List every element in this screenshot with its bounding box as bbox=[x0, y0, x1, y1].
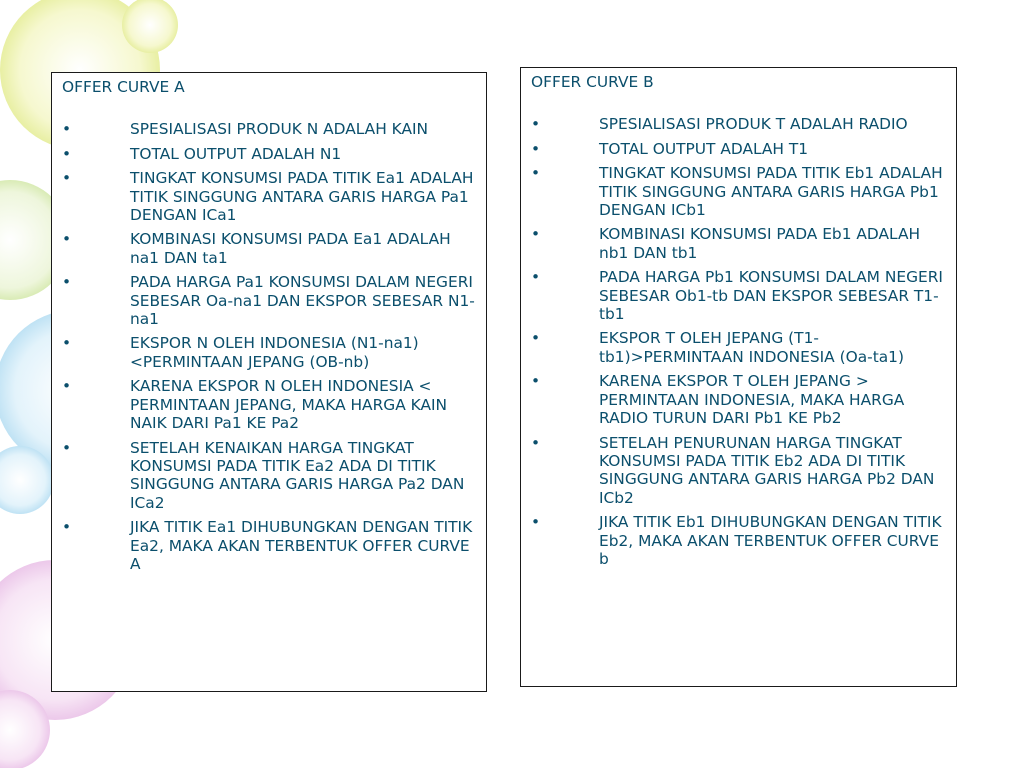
bullet-marker: • bbox=[531, 115, 541, 134]
list-item-text: SETELAH PENURUNAN HARGA TINGKAT KONSUMSI PADA TITIK Eb2 ADA DI TITIK SINGGUNG ANTARA GARIS HARGA Pb2 DAN ICb2 bbox=[599, 433, 935, 507]
bullet-marker: • bbox=[62, 144, 72, 163]
list-item bbox=[531, 225, 956, 262]
list-item bbox=[62, 273, 486, 328]
list-item bbox=[62, 334, 486, 371]
offer-curve-b-panel bbox=[520, 67, 957, 687]
list-item bbox=[531, 115, 956, 133]
list-item-text: TOTAL OUTPUT ADALAH N1 bbox=[130, 144, 342, 163]
list-item bbox=[531, 164, 956, 219]
bullet-marker: • bbox=[531, 433, 541, 452]
list-item bbox=[62, 230, 486, 267]
bullet-marker: • bbox=[531, 329, 541, 348]
list-item bbox=[62, 377, 486, 432]
list-item-text: PADA HARGA Pa1 KONSUMSI DALAM NEGERI SEBESAR Oa-na1 DAN EKSPOR SEBESAR N1-na1 bbox=[130, 273, 475, 329]
list-item-text: EKSPOR T OLEH JEPANG (T1-tb1)>PERMINTAAN INDONESIA (Oa-ta1) bbox=[599, 329, 904, 366]
bullet-marker: • bbox=[62, 273, 72, 292]
list-item bbox=[62, 439, 486, 513]
list-item bbox=[62, 518, 486, 573]
panel-a-bullet-list bbox=[62, 120, 486, 573]
list-item bbox=[62, 120, 486, 138]
list-item-text: SETELAH KENAIKAN HARGA TINGKAT KONSUMSI PADA TITIK Ea2 ADA DI TITIK SINGGUNG ANTARA GARIS HARGA Pa2 DAN ICa2 bbox=[130, 438, 465, 512]
list-item-text: KOMBINASI KONSUMSI PADA Ea1 ADALAH na1 DAN ta1 bbox=[130, 230, 451, 267]
list-item-text: KARENA EKSPOR N OLEH INDONESIA < PERMINTAAN JEPANG, MAKA HARGA KAIN NAIK DARI Pa1 KE Pa2 bbox=[130, 377, 448, 433]
panel-a-title: OFFER CURVE A bbox=[62, 78, 185, 96]
list-item bbox=[531, 513, 956, 568]
bullet-marker: • bbox=[531, 372, 541, 391]
list-item bbox=[531, 140, 956, 158]
list-item bbox=[531, 268, 956, 323]
list-item-text: JIKA TITIK Eb1 DIHUBUNGKAN DENGAN TITIK Eb2, MAKA AKAN TERBENTUK OFFER CURVE b bbox=[599, 513, 942, 568]
bullet-marker: • bbox=[62, 230, 72, 249]
offer-curve-a-panel bbox=[51, 72, 487, 692]
bullet-marker: • bbox=[62, 438, 72, 457]
list-item bbox=[62, 145, 486, 163]
list-item-text: TOTAL OUTPUT ADALAH T1 bbox=[599, 139, 809, 158]
bullet-marker: • bbox=[62, 120, 72, 139]
list-item-text: EKSPOR N OLEH INDONESIA (N1-na1)<PERMINTAAN JEPANG (OB-nb) bbox=[130, 334, 419, 371]
bullet-marker: • bbox=[62, 169, 72, 188]
list-item bbox=[531, 372, 956, 427]
bullet-marker: • bbox=[531, 225, 541, 244]
list-item bbox=[531, 434, 956, 508]
list-item-text: TINGKAT KONSUMSI PADA TITIK Eb1 ADALAH TITIK SINGGUNG ANTARA GARIS HARGA Pb1 DENGAN ICb1 bbox=[599, 164, 943, 220]
bullet-marker: • bbox=[531, 513, 541, 532]
bullet-marker: • bbox=[531, 164, 541, 183]
list-item-text: SPESIALISASI PRODUK N ADALAH KAIN bbox=[130, 120, 429, 139]
list-item-text: PADA HARGA Pb1 KONSUMSI DALAM NEGERI SEBESAR Ob1-tb DAN EKSPOR SEBESAR T1-tb1 bbox=[599, 268, 943, 324]
bullet-marker: • bbox=[531, 139, 541, 158]
list-item-text: KOMBINASI KONSUMSI PADA Eb1 ADALAH nb1 DAN tb1 bbox=[599, 225, 921, 262]
panel-b-title: OFFER CURVE B bbox=[531, 73, 654, 91]
list-item-text: KARENA EKSPOR T OLEH JEPANG > PERMINTAAN INDONESIA, MAKA HARGA RADIO TURUN DARI Pb1 KE Pb2 bbox=[599, 372, 905, 428]
bullet-marker: • bbox=[531, 268, 541, 287]
bullet-marker: • bbox=[62, 377, 72, 396]
list-item-text: SPESIALISASI PRODUK T ADALAH RADIO bbox=[599, 115, 908, 134]
bullet-marker: • bbox=[62, 518, 72, 537]
list-item bbox=[531, 329, 956, 366]
bullet-marker: • bbox=[62, 334, 72, 353]
list-item-text: TINGKAT KONSUMSI PADA TITIK Ea1 ADALAH TITIK SINGGUNG ANTARA GARIS HARGA Pa1 DENGAN ICa1 bbox=[130, 169, 474, 225]
list-item-text: JIKA TITIK Ea1 DIHUBUNGKAN DENGAN TITIK Ea2, MAKA AKAN TERBENTUK OFFER CURVE A bbox=[130, 518, 473, 573]
list-item bbox=[62, 169, 486, 224]
panel-b-bullet-list bbox=[531, 115, 956, 568]
